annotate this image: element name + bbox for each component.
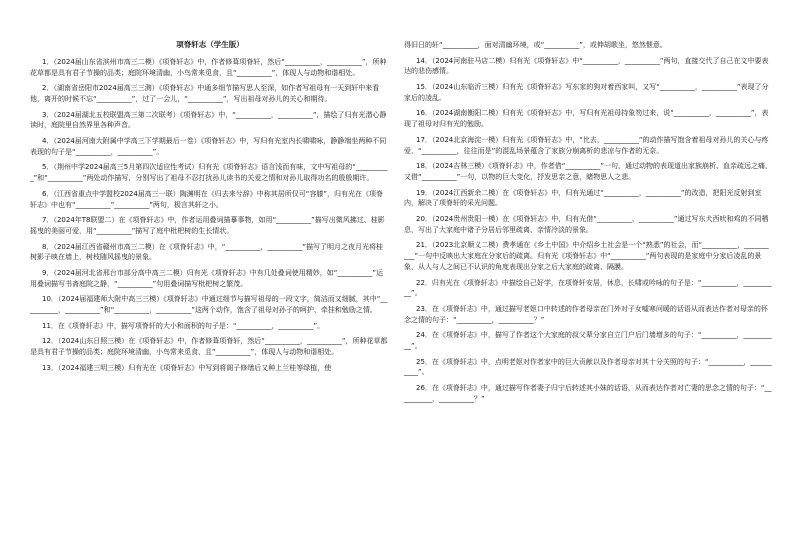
question-22: 22．归有光在《项脊轩志》中描绘自己好学，在项脊轩安居，休息，长啸或吟咏的句子是：“__________，__________”。 (404, 278, 772, 298)
question-25: 25．在《项脊轩志》中，点明老妪对作者家中的巨大贡献以及作者母亲对其十分关照的句子：“__________，__________”。 (404, 357, 772, 377)
question-10: 10．（2024届福建师大附中高三三模）《项脊轩志》中通过细节与描写祖母的一段文字，简洁而又细腻，其中“__________，__________”和“__________，__________”这两个动作，饱含了祖母对孙子的呵护、牵挂和勉励之情。 (30, 295, 388, 315)
question-20: 20．（2024贵州贵阳一模）在《项脊轩志》中，归有光借“__________，__________”通过写东犬西吠和鸡的不同栖息，写出了大家庭中诸子分居后邻里疏离、亲情冷淡的景象。 (404, 214, 769, 234)
question-5: 5．（荆州中学2024届高三5月第四次适应性考试）归有光《项脊轩志》语言浅而有味，文中写祖母的“__________”和“__________”两处动作描写，分别写出了祖母不忍打扰孙儿读书的关爱之情和对孙儿取得功名的殷殷期许。 (30, 163, 388, 183)
question-17: 17．（2024北京海淀一模）归有光《项脊轩志》中，“比去，__________”的动作描写饱含着祖母对孙儿的关心与疼爱，“__________，往往而是”的混乱场景蕴含了家族分崩离析的悲凉与作者的无奈。 (404, 135, 769, 155)
question-14: 14．（2024河南驻马店二模）归有光《项脊轩志》中“__________，__________”两句，直接交代了自己在文中要表达的悲伤感情。 (404, 56, 769, 76)
question-9: 9．（2024届河北省邢台市部分高中高三二模）归有光《项脊轩志》中有几处叠词使用精妙，如“__________”运用叠词描写书斋庭院之静，“__________”句用叠词描写枇杷树之繁茂。 (30, 268, 384, 288)
question-15: 15．（2024山东临沂三模）归有光《项脊轩志》写东家的狗对着西家叫，又写“__________，__________”表现了分家后的凌乱。 (404, 82, 769, 102)
question-3: 3．（2024届湖北五校联盟高三第二次联考）《项脊轩志》中，“__________，__________”，描绘了归有光潜心静读时，庭院里自然界里各种声音。 (30, 110, 387, 130)
question-11: 11．在《项脊轩志》中，描写项脊轩的大小和面积的句子是：“__________，__________”。 (42, 321, 325, 330)
question-1: 1．（2024届山东省滨州市高三二模）《项脊轩志》中，作者修葺项脊轩，然后“__________，__________”，所种花草都是具有君子节操的品类；庭院环境清幽，小鸟常来觅食，且“__________”，体现人与动物和谐相处。 (30, 57, 387, 77)
question-13-continued: 得旧日的轩“__________，面对清幽环境，或“__________”，或伸胡歌坐，悠然惬意。 (404, 41, 667, 49)
question-26: 26．在《项脊轩志》中，通过描写作者妻子归宁后转述其小妹的话语，从而表达作者对亡妻的思念之情的句子：“__________，__________？” (404, 384, 772, 403)
question-6: 6．（江西省重点中学盟校2024届高三一联）陶渊明在《归去来兮辞》中称其居所仅可“容膝”，归有光在《项脊轩志》中也有“__________”__________”两句，极言其轩之小。 (30, 189, 384, 209)
question-8: 8．（2024届江西省赣州市高三二模）在《项脊轩志》中，“__________，__________”描写了明月之夜月光将桂树影子映在墙上，树枝随风摇曳的景象。 (30, 242, 384, 262)
question-7: 7．（2024年T8联盟二）在《项脊轩志》中，作者运用叠词描摹事物，如用“__________”描写出微风拂过、桂影摇曳的美丽可爱，用“__________”描写了庭中枇杷树的生长情状。 (30, 216, 385, 235)
question-21: 21．（2023北京顺义二模）费孝通在《乡土中国》中介绍乡土社会是一个“熟悉”的社会，而“__________，__________”一句中反映出大家庭在分家后的疏离。归有光《项脊轩志》中“__________”两句表现的是家庭中分家后凌乱的景象，从人与人之间已不认识的角度表现出分家之后大家庭的疏离、隔膜。 (404, 241, 769, 271)
question-24: 24．在《项脊轩志》中，描写了作者这个大家庭的叔父辈分家自立门户后门墙增多的句子：“__________，__________”。 (404, 331, 772, 351)
question-12: 12．（2024山东日照三模）在《项脊轩志》中，作者修葺项脊轩，然后“__________，__________”，所种花草都是具有君子节操的品类；庭院环境清幽，小鸟常来觅食，且“__________”，体现人与动物和谐相处。 (30, 337, 388, 357)
question-16: 16．（2024湖南衡阳二模）归有光《项脊轩志》中，写归有光祖母持象笏过来，说“__________，__________”，表现了祖母对归有光的勉励。 (404, 109, 769, 129)
right-column (404, 40, 772, 409)
question-19: 19．（2024江西新余二模）在《项脊轩志》中，归有光通过“__________，__________”的改造，把阳光反射到室内，解决了项脊轩的采光问题。 (404, 188, 762, 208)
question-13: 13．（2024福建三明三模）归有光在《项脊轩志》中写到将阁子修缮后又种上兰桂等绿植，使 (42, 363, 332, 372)
left-column (30, 40, 390, 378)
question-4: 4．（2024届河南大附属中学高三下学期最后一卷）《项脊轩志》中，写归有光室内长啸啸咏，静静端坐两种不同表现的句子是“__________，__________”。 (30, 136, 387, 156)
question-2: 2．（湖南省岳阳市2024届高三三测）《项脊轩志》中通多细节描写思人至深，如作者写祖母有一天到轩中来看他，离开的时候不忘“__________”，过了一会儿，“__________”，写出祖母对孙儿的关心和期待。 (30, 84, 380, 103)
question-18: 18．（2024吉林三模）《项脊轩志》中，作者借“__________”一句，通过动物的表现道出家族崩析、血亲疏远之痛，又借“__________”一句，以物的巨大变化，抒发思亲之意，睹物思人之悲。 (404, 162, 772, 181)
question-23: 23．在《项脊轩志》中，通过描写老妪口中转述的作者母亲在门外对子女嘘寒问暖的话语从而表达作者对母亲的怀念之情的句子：“__________，__________？” (404, 304, 768, 324)
document-title: 项脊轩志（学生版） (176, 40, 244, 49)
